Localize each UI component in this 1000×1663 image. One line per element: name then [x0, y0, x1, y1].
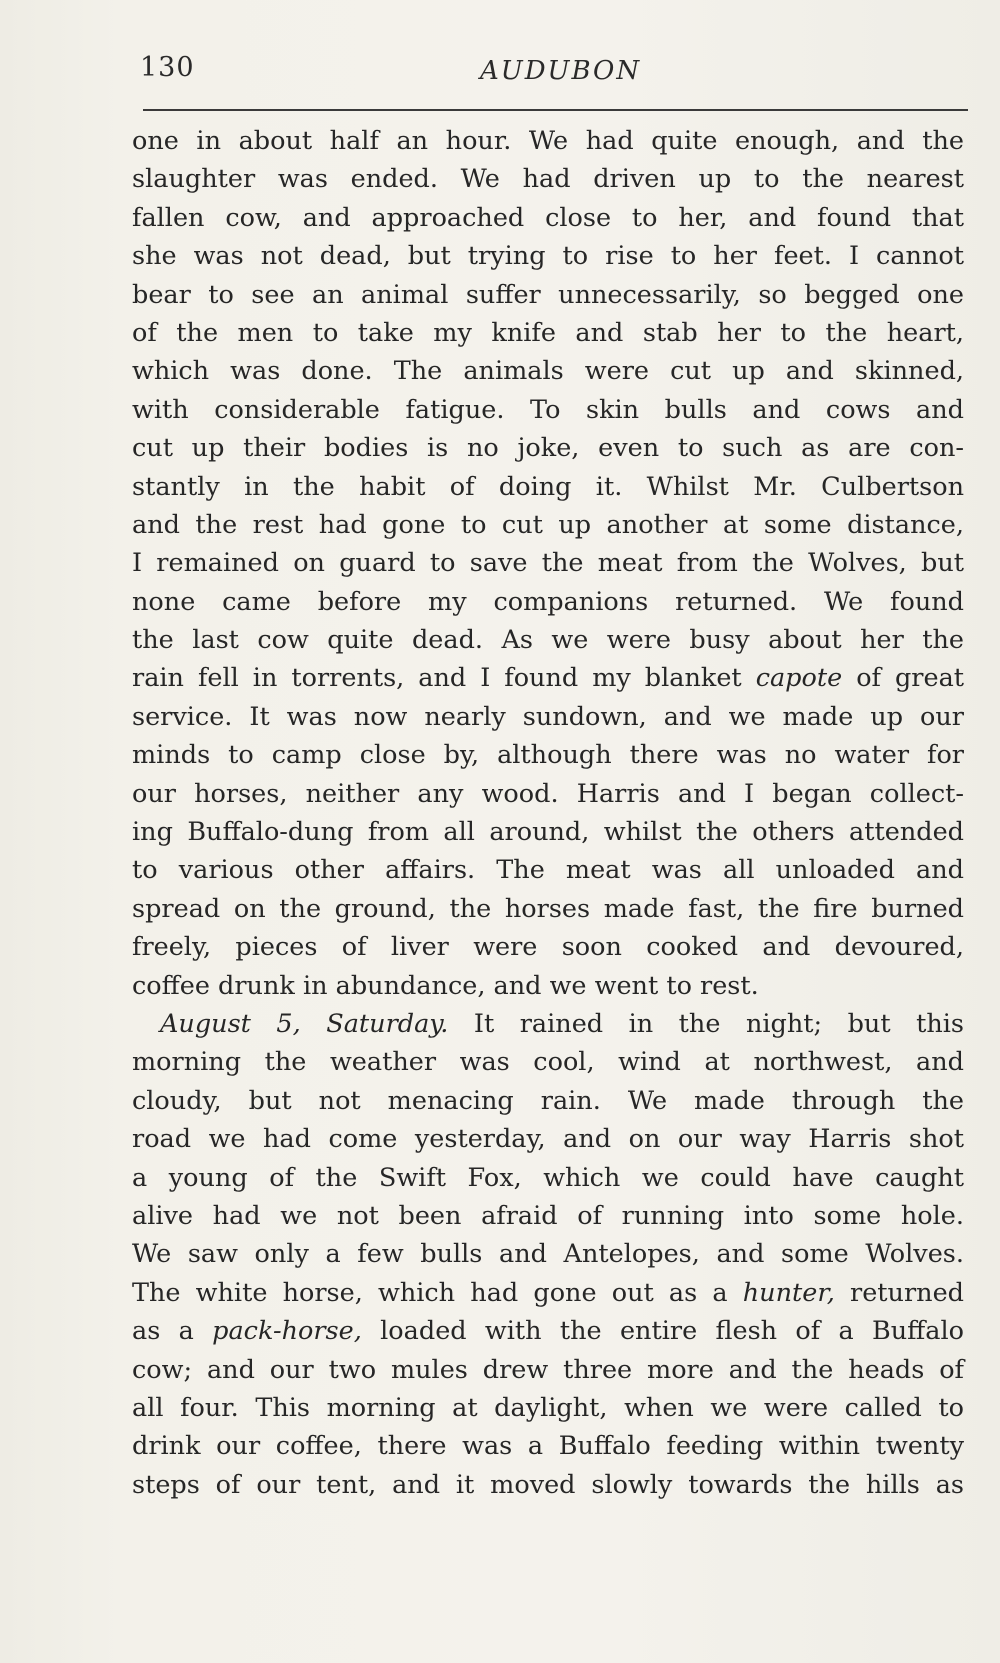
text-line: service. It was now nearly sundown, and we made up our	[132, 701, 964, 732]
paragraph-end-line: coffee drunk in abundance, and we went to rest.	[132, 970, 759, 1001]
text-line: steps of our tent, and it moved slowly towards the hills as	[132, 1469, 964, 1500]
text-line: I remained on guard to save the meat from the Wolves, but	[132, 548, 964, 579]
text-segment: rain fell in torrents, and I found my blanket	[132, 663, 742, 694]
text-line-with-italic	[132, 659, 964, 697]
text-line: to various other affairs. The meat was all unloaded and	[132, 855, 964, 886]
text-line: cut up their bodies is no joke, even to such as are con-	[132, 433, 964, 464]
text-line: a young of the Swift Fox, which we could have caught	[132, 1162, 964, 1193]
text-line: the last cow quite dead. As we were busy about her the	[132, 625, 964, 656]
text-line: which was done. The animals were cut up and skinned,	[132, 356, 964, 387]
text-segment: The white horse, which had gone out as a	[132, 1277, 728, 1308]
text-line: our horses, neither any wood. Harris and I began collect-	[132, 778, 964, 809]
text-line: road we had come yesterday, and on our way Harris shot	[132, 1124, 964, 1155]
text-line: cloudy, but not menacing rain. We made through the	[132, 1085, 964, 1116]
text-line: slaughter was ended. We had driven up to the nearest	[132, 164, 964, 195]
text-line: she was not dead, but trying to rise to her feet. I cannot	[132, 241, 964, 272]
text-line: fallen cow, and approached close to her, and found that	[132, 202, 964, 233]
text-line-with-italic	[132, 1274, 964, 1312]
text-line: all four. This morning at daylight, when we were called to	[132, 1392, 964, 1423]
italic-word: pack-horse,	[212, 1316, 362, 1347]
text-segment: loaded with the entire flesh of a Buffalo	[380, 1316, 965, 1347]
text-line: cow; and our two mules drew three more and the heads of	[132, 1354, 964, 1385]
italic-word: hunter,	[742, 1277, 835, 1308]
page-number: 130	[140, 52, 195, 83]
text-line: minds to camp close by, although there was no water for	[132, 740, 964, 771]
text-segment: returned	[850, 1277, 965, 1308]
header-rule	[143, 109, 968, 111]
text-line-with-italic	[132, 1312, 964, 1350]
text-line: bear to see an animal suffer unnecessarily, so begged one	[132, 279, 964, 310]
text-line: stantly in the habit of doing it. Whilst Mr. Culbertson	[132, 471, 964, 502]
running-head: AUDUBON	[480, 56, 642, 86]
text-segment: as a	[132, 1316, 194, 1347]
text-line: freely, pieces of liver were soon cooked and devoured,	[132, 932, 964, 963]
text-line: We saw only a few bulls and Antelopes, and some Wolves.	[132, 1239, 964, 1270]
body-text	[132, 122, 964, 1504]
text-line: of the men to take my knife and stab her to the heart,	[132, 317, 964, 348]
italic-word: capote	[755, 663, 843, 694]
text-line: spread on the ground, the horses made fast, the fire burned	[132, 893, 964, 924]
journal-date: August 5, Saturday.	[160, 1008, 449, 1039]
text-line: drink our coffee, there was a Buffalo feeding within twenty	[132, 1431, 964, 1462]
text-line: one in about half an hour. We had quite enough, and the	[132, 126, 964, 156]
text-line: none came before my companions returned. We found	[132, 586, 964, 617]
text-segment: of great	[856, 663, 965, 694]
text-line: ing Buffalo-dung from all around, whilst the others attended	[132, 817, 964, 848]
text-line: morning the weather was cool, wind at northwest, and	[132, 1047, 964, 1078]
text-line: alive had we not been afraid of running into some hole.	[132, 1200, 964, 1231]
text-segment: It rained in the night; but this	[473, 1008, 964, 1039]
text-line: with considerable fatigue. To skin bulls and cows and	[132, 394, 964, 425]
journal-entry-line	[132, 1005, 964, 1043]
page-header	[140, 52, 970, 106]
text-line: and the rest had gone to cut up another at some distance,	[132, 509, 964, 540]
